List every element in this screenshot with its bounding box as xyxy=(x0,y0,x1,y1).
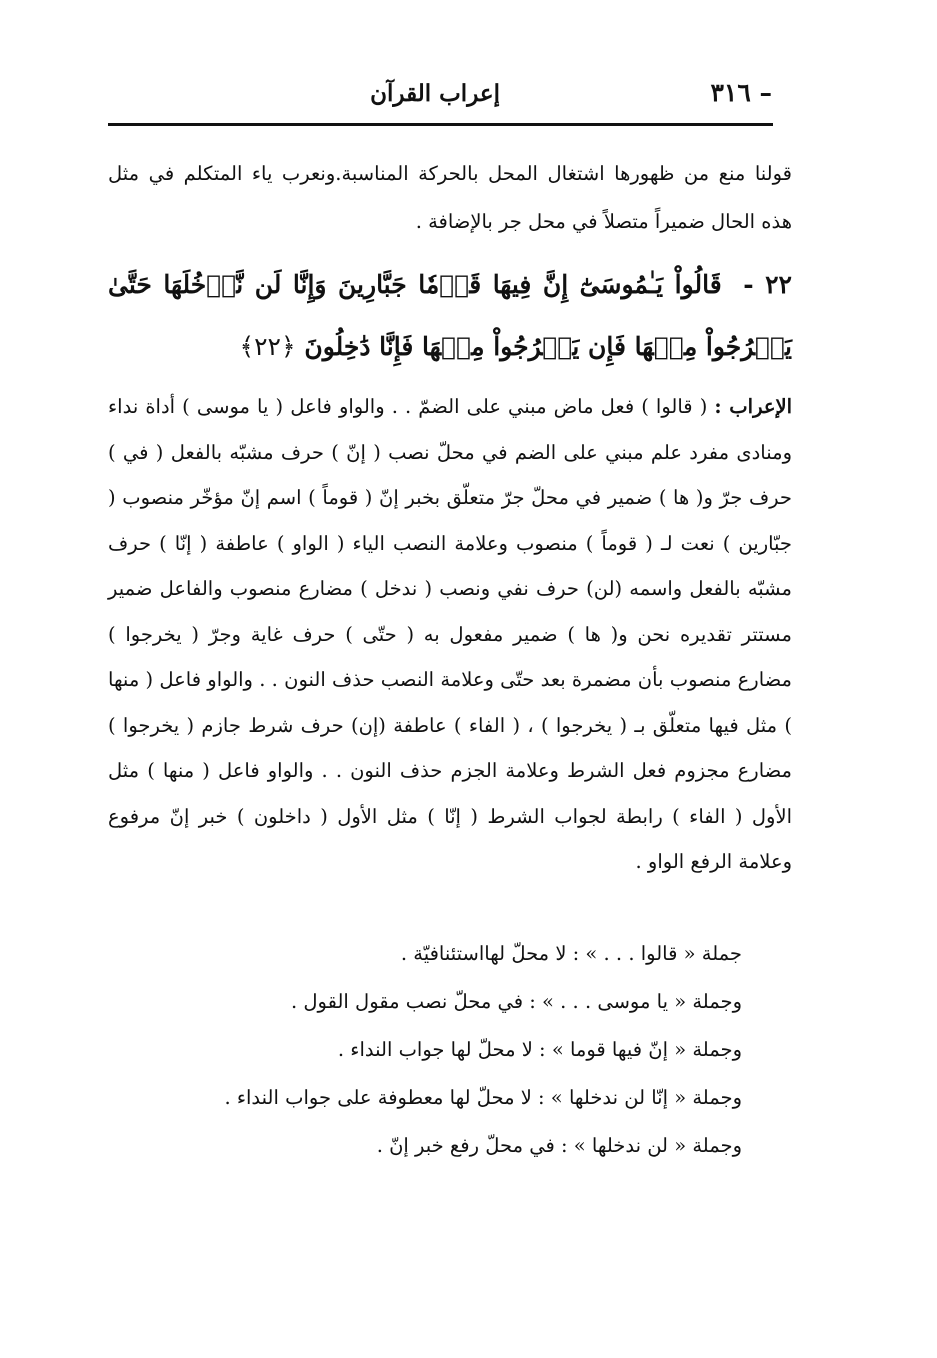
sentence-list xyxy=(108,930,742,1170)
intro-paragraph: قولنا منع من ظهورها اشتغال المحل بالحركة المناسبة.ونعرب ياء المتكلم في مثل هذه الحال ضميراً متصلاً في محل جر بالإضافة . xyxy=(108,162,792,233)
verse-text: قَالُواْ يَـٰمُوسَىٰٓ إِنَّ فِيهَا قَوۡمٗا جَبَّارِينَ وَإِنَّا لَن نَّدۡخُلَهَا حَتَّىٰ يَخۡرُجُواْ مِنۡهَا فَإِن يَخۡرُجُواْ مِنۡهَا فَإِنَّا دَٰخِلُونَ xyxy=(108,270,792,361)
page-content xyxy=(108,150,792,885)
verse-number: ٢٢ - xyxy=(743,270,792,299)
sentence-item: وجملة « إنّا لن ندخلها » : لا محلّ لها معطوفة على جواب النداء . xyxy=(224,1086,742,1109)
quran-verse xyxy=(108,254,792,378)
verse-end-marker: ﴿٢٢﴾ xyxy=(239,332,296,361)
irab-text: ( قالوا ) فعل ماض مبني على الضمّ . . والواو فاعل ( يا موسى ) أداة نداء ومنادى مفرد علم مبني على الضم في محلّ نصب ( إنّ ) حرف مشبّه بالفعل ( في ) حرف جرّ و( ها ) ضمير في محلّ جرّ متعلّق بخبر إنّ ( قوماً ) اسم إنّ مؤخّر منصوب ( جبّارين ) نعت لـ ( قوماً ) منصوب وعلامة النصب الياء ( الواو ) عاطفة ( إنّا ) حرف مشبّه بالفعل واسمه (لن) حرف نفي ونصب ( ندخل ) مضارع منصوب والفاعل ضمير مستتر تقديره نحن و( ها ) ضمير مفعول به ( حتّى ) حرف غاية وجرّ ( يخرجوا ) مضارع منصوب بأن مضمرة بعد حتّى وعلامة النصب حذف النون . . والواو فاعل ( منها ) مثل فيها متعلّق بـ ( يخرجوا ) ، ( الفاء ) عاطفة (إن) حرف شرط جازم ( يخرجوا ) مضارع مجزوم فعل الشرط وعلامة الجزم حذف النون . . والواو فاعل ( منها ) مثل الأول ( الفاء ) رابطة لجواب الشرط ( إنّا ) مثل الأول ( داخلون ) خبر إنّ مرفوع وعلامة الرفع الواو . xyxy=(108,395,792,873)
sentence-item: وجملة « يا موسى . . . » : في محلّ نصب مقول القول . xyxy=(290,990,742,1013)
sentence-item: جملة « قالوا . . . » : لا محلّ لهااستئنافيّة . xyxy=(400,942,742,965)
page-header xyxy=(108,78,772,120)
sentence-item: وجملة « إنّ فيها قوما » : لا محلّ لها جواب النداء . xyxy=(337,1038,742,1061)
book-title: إعراب القرآن xyxy=(370,80,500,107)
page-number: – ٣١٦ xyxy=(710,78,772,107)
sentence-item: وجملة « لن ندخلها » : في محلّ رفع خبر إنّ . xyxy=(376,1134,742,1157)
irab-paragraph xyxy=(108,384,792,885)
header-rule xyxy=(108,123,773,126)
irab-label: الإعراب : xyxy=(714,395,793,418)
